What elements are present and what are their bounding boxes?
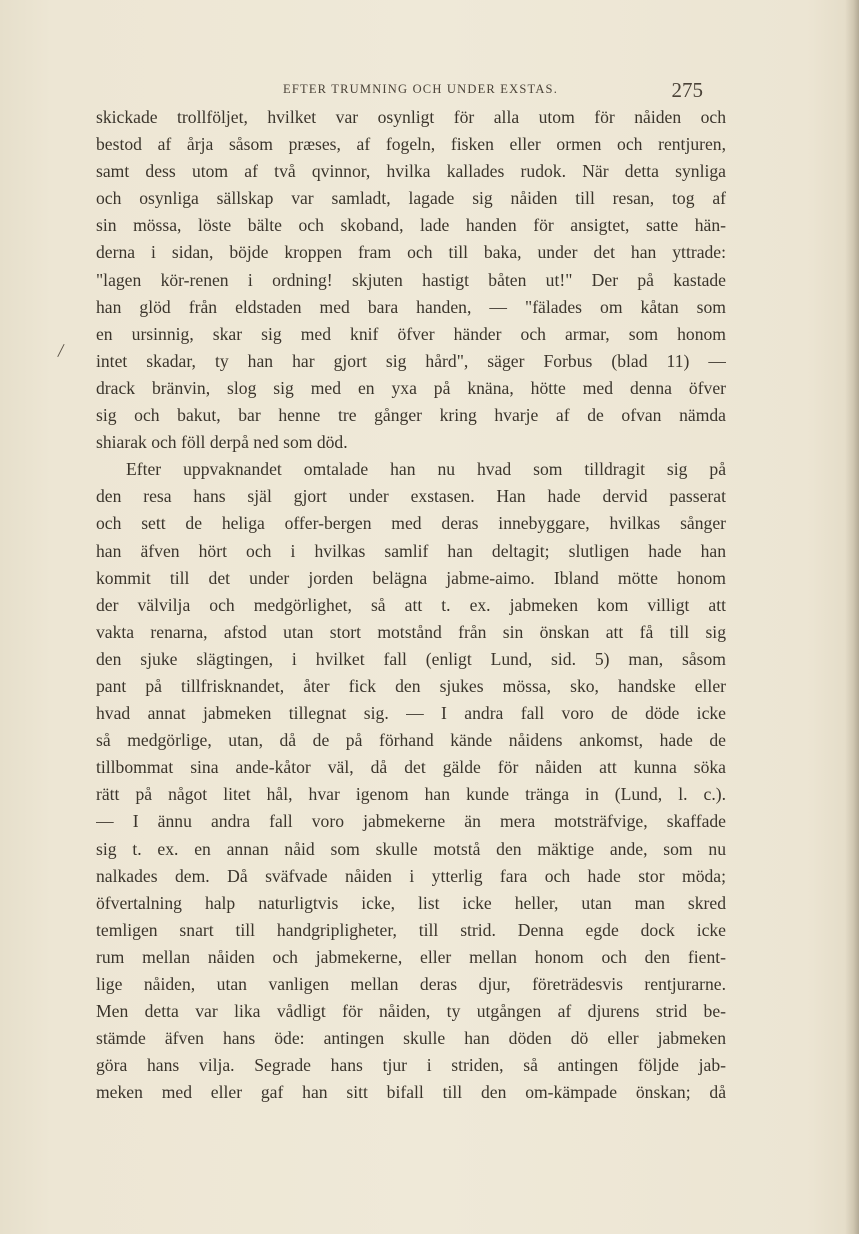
text-line: rum mellan nåiden och jabmekerne, eller mellan honom och den fient- xyxy=(96,946,726,967)
text-line: skickade trollföljet, hvilket var osynligt för alla utom för nåiden och xyxy=(96,107,726,127)
page-edge-shadow xyxy=(845,0,859,1234)
text-line: och osynliga sällskap var samladt, lagade sig nåiden till resan, tog af xyxy=(96,188,726,209)
text-line: intet skadar, ty han har gjort sig hård", säger Forbus (blad 11) — xyxy=(96,350,726,371)
text-line: lige nåiden, utan vanligen mellan deras djur, företrädesvis rentjurarne. xyxy=(96,974,726,994)
text-line: kommit till det under jorden belägna jabme-aimo. Ibland mötte honom xyxy=(96,567,726,588)
text-line: den sjuke slägtingen, i hvilket fall (enligt Lund, sid. 5) man, såsom xyxy=(96,648,726,669)
text-line: derna i sidan, böjde kroppen fram och till baka, under det han yttrade: xyxy=(96,242,726,263)
text-line: drack bränvin, slog sig med en yxa på knäna, hötte med denna öfver xyxy=(96,377,726,398)
text-line: en ursinnig, skar sig med knif öfver händer och armar, som honom xyxy=(96,323,726,344)
text-line: stämde äfven hans öde: antingen skulle han döden dö eller jabmeken xyxy=(96,1028,726,1049)
text-line: och sett de heliga offer-bergen med deras innebyggare, hvilkas sånger xyxy=(96,513,726,534)
text-line: öfvertalning halp naturligtvis icke, list icke heller, utan man skred xyxy=(96,892,726,913)
text-line: rätt på något litet hål, hvar igenom han kunde tränga in (Lund, l. c.). xyxy=(96,784,726,805)
text-line: hvad annat jabmeken tillegnat sig. — I andra fall voro de döde icke xyxy=(96,703,726,724)
text-line: Efter uppvaknandet omtalade han nu hvad som tilldragit sig på xyxy=(126,459,726,480)
text-line: temligen snart till handgripligheter, till strid. Denna egde dock icke xyxy=(96,919,726,940)
text-line: der välvilja och medgörlighet, så att t. ex. jabmeken kom villigt att xyxy=(96,594,726,615)
text-line: göra hans vilja. Segrade hans tjur i striden, så antingen följde jab- xyxy=(96,1055,726,1076)
text-line: samt dess utom af två qvinnor, hvilka kallades rudok. När detta synliga xyxy=(96,161,726,182)
text-line: sig t. ex. en annan nåid som skulle motstå den mäktige ande, som nu xyxy=(96,838,726,859)
body-text xyxy=(96,104,726,1106)
text-line: sig och bakut, bar henne tre gånger kring hvarje af de ofvan nämda xyxy=(96,405,726,426)
margin-pencil-mark: / xyxy=(56,339,66,363)
text-line: så medgörlige, utan, då de på förhand kände nåidens ankomst, hade de xyxy=(96,730,726,751)
text-line: — I ännu andra fall voro jabmekerne än mera motsträfvige, skaffade xyxy=(96,811,726,832)
text-line: bestod af årja såsom præses, af fogeln, fisken eller ormen och rentjuren, xyxy=(96,134,726,155)
text-line: den resa hans själ gjort under exstasen. Han hade dervid passerat xyxy=(96,486,726,507)
text-line: shiarak och föll derpå ned som död. xyxy=(96,432,348,453)
text-line: tillbommat sina ande-kåtor väl, då det gälde för nåiden att kunna söka xyxy=(96,757,726,778)
text-line: sin mössa, löste bälte och skoband, lade handen för ansigtet, satte hän- xyxy=(96,215,726,236)
running-head-title: EFTER TRUMNING OCH UNDER EXSTAS. xyxy=(283,82,559,96)
text-line: han glöd från eldstaden med bara handen, — "fälades om kåtan som xyxy=(96,296,726,317)
text-line: pant på tillfrisknandet, åter fick den sjukes mössa, sko, handske eller xyxy=(96,675,726,696)
page-number: 275 xyxy=(671,78,703,102)
text-line: han äfven hört och i hvilkas samlif han deltagit; slutligen hade han xyxy=(96,540,726,561)
running-head xyxy=(283,78,703,100)
text-line: nalkades dem. Då sväfvade nåiden i ytterlig fara och hade stor möda; xyxy=(96,865,726,886)
text-line: "lagen kör-renen i ordning! skjuten hastigt båten ut!" Der på kastade xyxy=(96,269,726,290)
text-line: vakta renarna, afstod utan stort motstånd från sin önskan att få till sig xyxy=(96,621,726,642)
text-line: meken med eller gaf han sitt bifall till den om-kämpade önskan; då xyxy=(96,1082,726,1103)
text-line: Men detta var lika vådligt för nåiden, ty utgången af djurens strid be- xyxy=(96,1001,726,1022)
